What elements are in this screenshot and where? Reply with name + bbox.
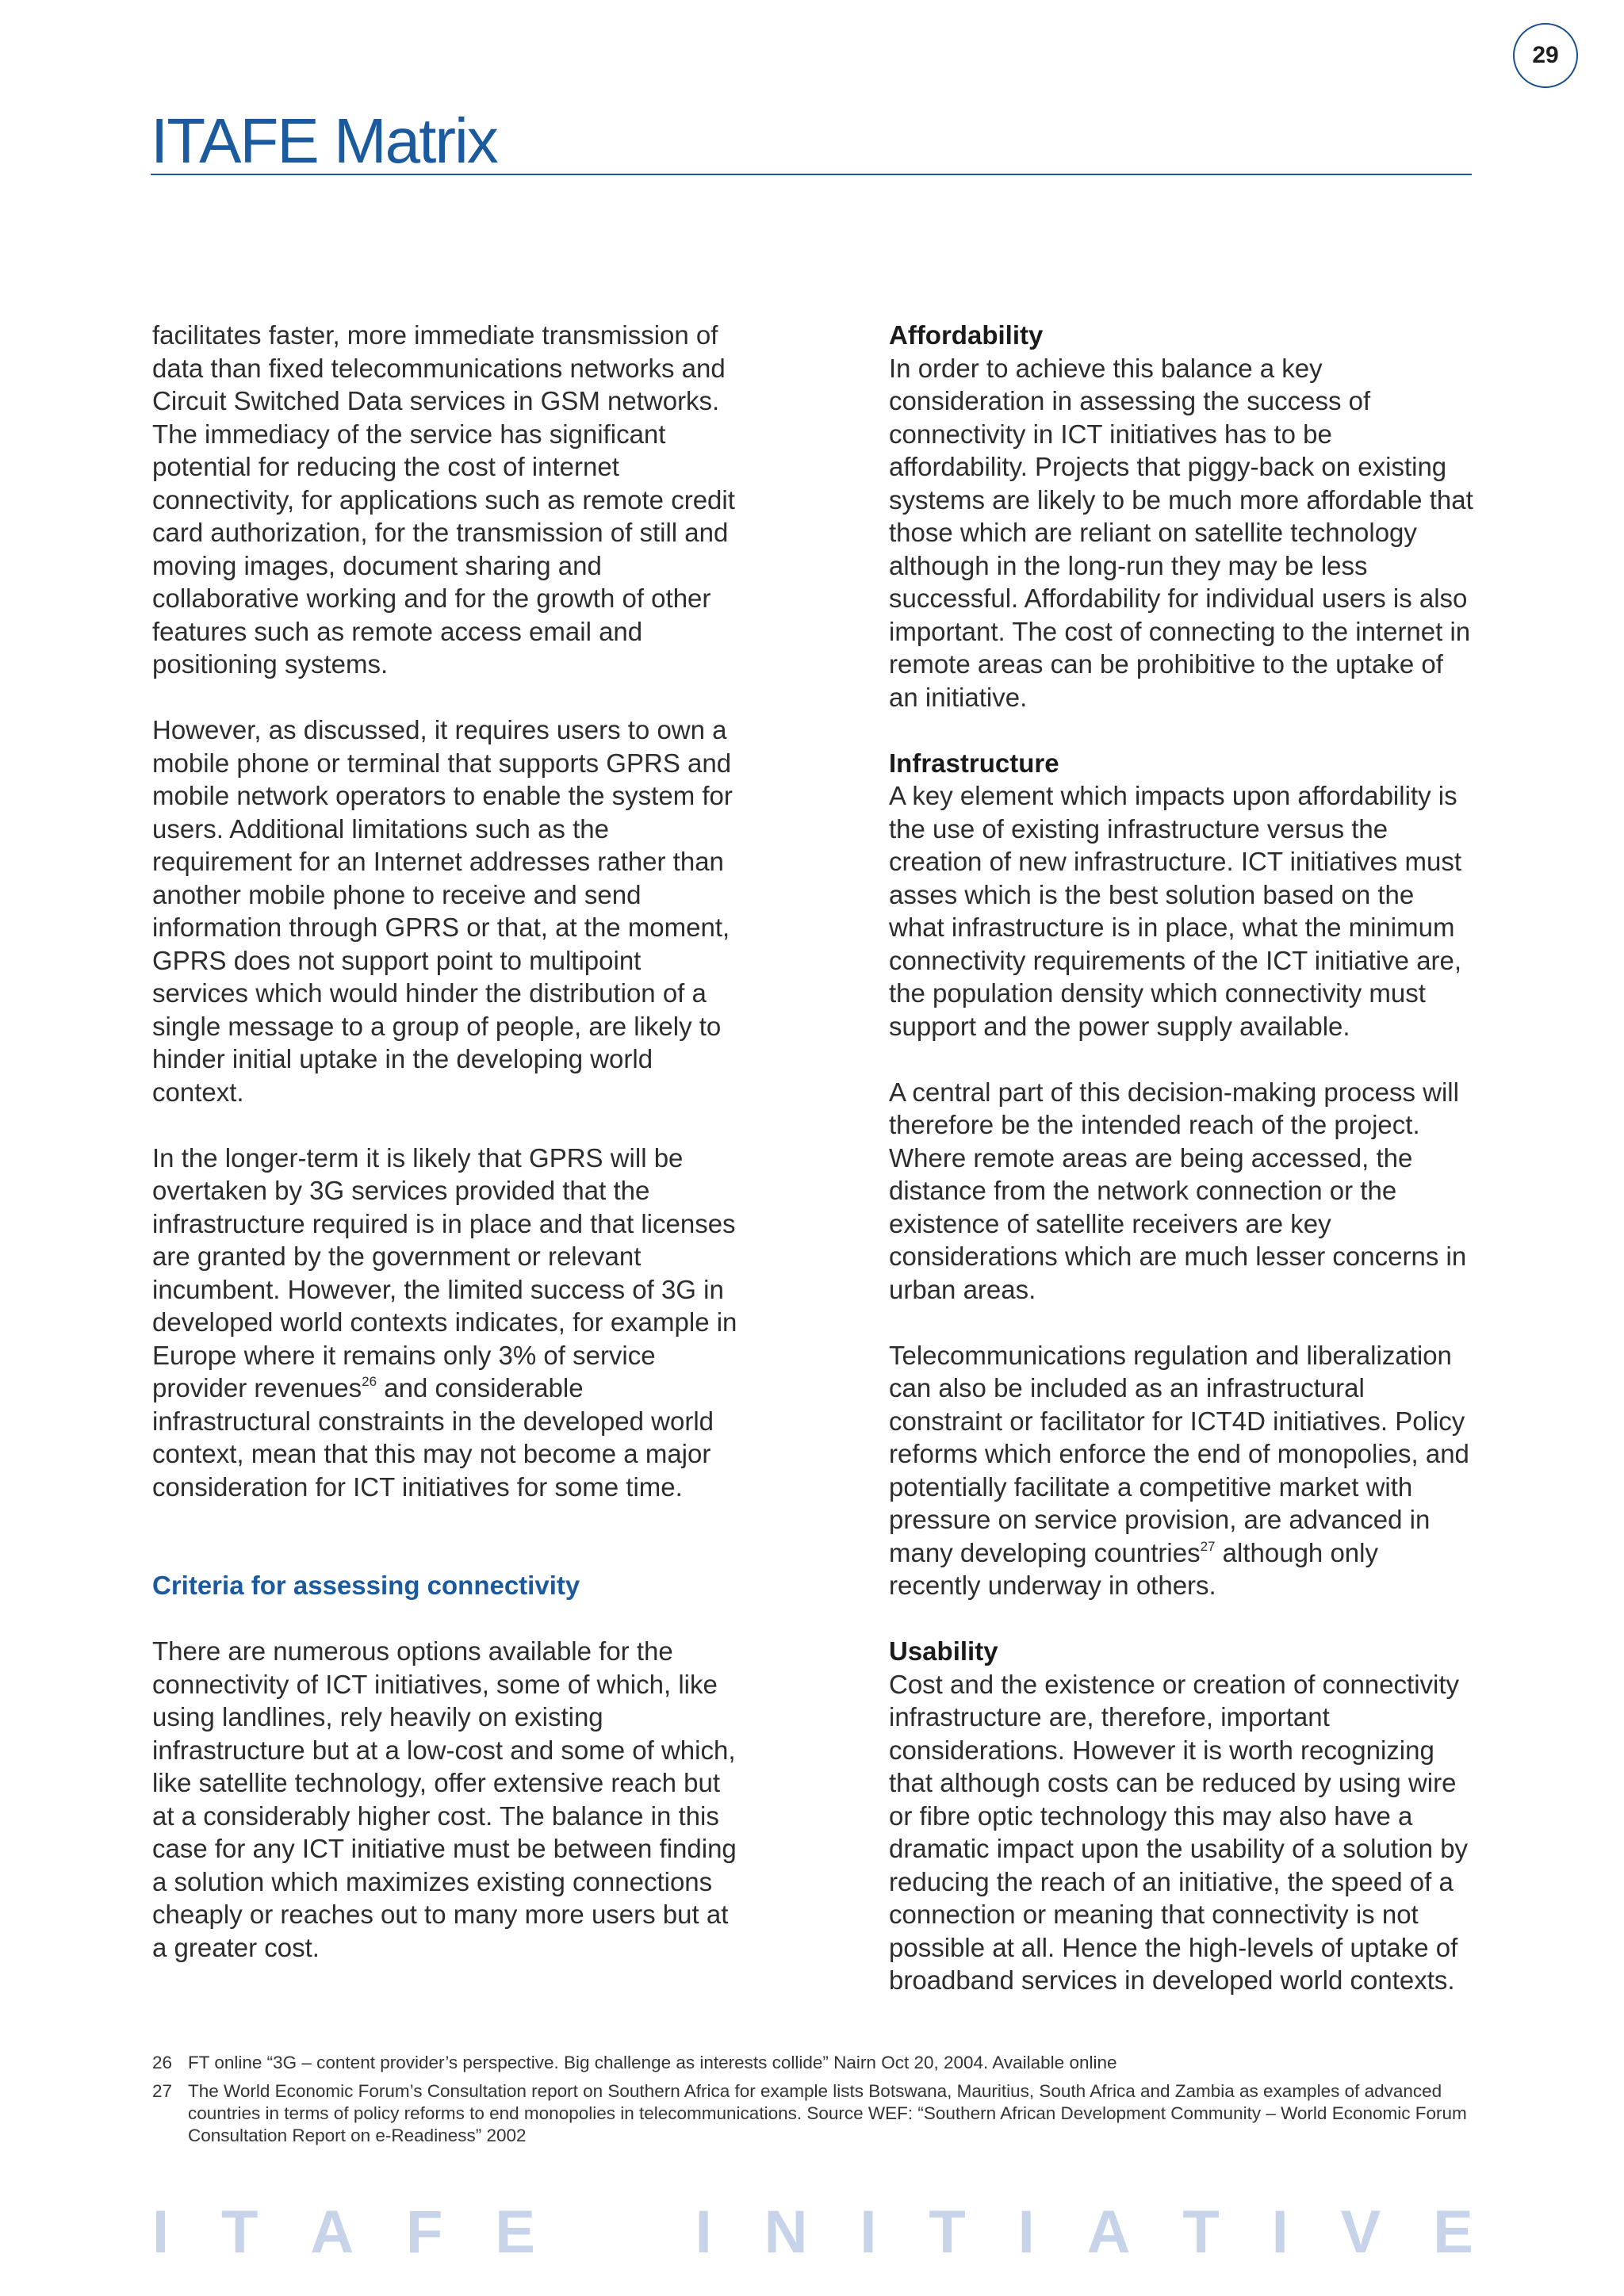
banner-letter: T [220, 2198, 259, 2266]
text-infrastructure: A key element which impacts upon affordability is the use of existing infrastructure versus the creation of new infrastructure. ICT initiatives must asses which is the best solution based on the what infrastructure is in place, what the minimum connectivity requirements of the ICT initiative are, the population density which connectivity must support and the power supply available. [889, 781, 1462, 1041]
banner-letter: I [695, 2198, 712, 2266]
heading-infrastructure: Infrastructure [889, 748, 1059, 778]
footnotes [152, 2052, 1469, 2153]
banner-letter: I [152, 2198, 170, 2266]
banner-letter: I [1271, 2198, 1289, 2266]
page-number: 29 [1513, 23, 1578, 88]
itafe-initiative-banner [152, 2196, 1473, 2267]
banner-letter: T [929, 2198, 966, 2266]
banner-letter: A [1086, 2198, 1131, 2266]
footnote-ref-26: 26 [362, 1374, 377, 1389]
banner-letter: N [764, 2198, 808, 2266]
telecom-text: Telecommunications regulation and liberalization can also be included as an infrastructural constraint or facilitator for ICT4D initiatives. Policy reforms which enforce the end of monopolies, and potentially facilitate a competitive market with pressure on service provision, are advanced in many developing countries [889, 1340, 1469, 1567]
section-usability [889, 1635, 1476, 1997]
paragraph-3g-outlook [152, 1142, 739, 1504]
footnote-ref-27: 27 [1200, 1538, 1216, 1554]
banner-letter: I [1017, 2198, 1035, 2266]
section-affordability [889, 319, 1476, 714]
footnote-number: 27 [152, 2081, 173, 2101]
section-heading-criteria: Criteria for assessing connectivity [152, 1571, 580, 1600]
text-usability: Cost and the existence or creation of connectivity infrastructure are, therefore, important considerations. However it is worth recognizing that although costs can be reduced by using wire or fibre optic technology this may also have a dramatic impact upon the usability of a solution by reducing the reach of an initiative, the speed of a connection or meaning that connectivity is not possible at all. Hence the high-levels of uptake of broadband services in developed world contexts. [889, 1669, 1469, 1995]
right-column [889, 319, 1476, 2030]
banner-letter: F [405, 2198, 443, 2266]
banner-letter: A [310, 2198, 354, 2266]
footnote-26 [152, 2052, 1469, 2074]
paragraph-3g-text: In the longer-term it is likely that GPRS will be overtaken by 3G services provided that the infrastructure required is in place and that licenses are granted by the government or relevant incumbent. However, the limited success of 3G in developed world contexts indicates, for example in Europe where it remains only 3% of service provider revenues [152, 1142, 737, 1402]
footnote-number: 26 [152, 2053, 173, 2072]
paragraph-connectivity-options: There are numerous options available for the connectivity of ICT initiatives, some of which, like using landlines, rely heavily on existing infrastructure but at a low-cost and some of which, like satellite technology, offer extensive reach but at a considerably higher cost. The balance in this case for any ICT initiative must be between finding a solution which maximizes existing connections cheaply or reaches out to many more users but at a greater cost. [152, 1636, 737, 1962]
paragraph-telecom-regulation [889, 1339, 1476, 1602]
paragraph-3g-text-cont: and considerable infrastructural constraints in the developed world context, mean that this may not become a major consideration for ICT initiatives for some time. [152, 1373, 714, 1502]
heading-affordability: Affordability [889, 320, 1044, 350]
left-column [152, 319, 739, 1997]
banner-letter: T [1182, 2198, 1220, 2266]
paragraph-gprs-intro: facilitates faster, more immediate transmission of data than fixed telecommunications networks and Circuit Switched Data services in GSM networks. The immediacy of the service has significant potential for reducing the cost of internet connectivity, for applications such as remote credit card authorization, for the transmission of still and moving images, document sharing and collaborative working and for the growth of other features such as remote access email and positioning systems. [152, 320, 735, 679]
telecom-text-cont: although only recently underway in others. [889, 1537, 1378, 1600]
footnote-27 [152, 2080, 1469, 2147]
section-infrastructure [889, 747, 1476, 1043]
heading-usability: Usability [889, 1636, 998, 1666]
paragraph-central-part: A central part of this decision-making process will therefore be the intended reach of the project. Where remote areas are being accessed, the distance from the network connection or the existence of satellite receivers are key considerations which are much lesser concerns in urban areas. [889, 1077, 1467, 1304]
banner-letter: E [495, 2198, 535, 2266]
paragraph-gprs-limitations: However, as discussed, it requires users to own a mobile phone or terminal that supports GPRS and mobile network operators to enable the system for users. Additional limitations such as the requirement for an Internet addresses rather than another mobile phone to receive and send information through GPRS or that, at the moment, GPRS does not support point to multipoint services which would hinder the distribution of a single message to a group of people, are likely to hinder initial uptake in the developing world context. [152, 715, 733, 1107]
text-affordability: In order to achieve this balance a key consideration in assessing the success of connectivity in ICT initiatives has to be affordability. Projects that piggy-back on existing systems are likely to be much more affordable that those which are reliant on satellite technology although in the long-run they may be less successful. Affordability for individual users is also important. The cost of connecting to the internet in remote areas can be prohibitive to the uptake of an initiative. [889, 353, 1473, 712]
banner-letter: E [1433, 2198, 1473, 2266]
banner-letter: V [1340, 2198, 1381, 2266]
footnote-text: The World Economic Forum’s Consultation report on Southern Africa for example lists Botswana, Mauritius, South Africa and Zambia as examples of advanced countries in terms of policy reforms to end monopolies in telecommunications. Source WEF: “Southern African Development Community – World Economic Forum Consultation Report on e-Readiness” 2002 [188, 2081, 1467, 2145]
page-title: ITAFE Matrix [151, 105, 497, 176]
title-divider [151, 174, 1472, 175]
footnote-text: FT online “3G – content provider’s perspective. Big challenge as interests collide” Nairn Oct 20, 2004. Available online [188, 2053, 1117, 2072]
banner-letter: I [860, 2198, 877, 2266]
